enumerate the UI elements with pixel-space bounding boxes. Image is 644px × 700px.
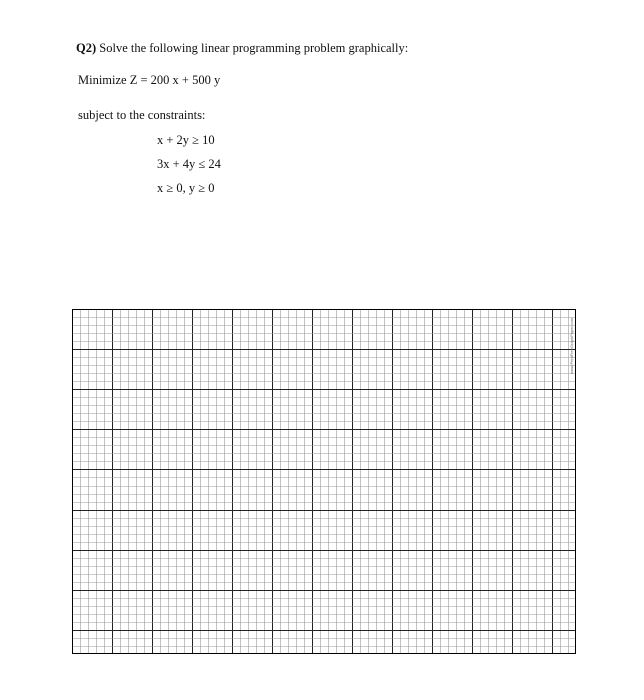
graph-paper bbox=[72, 309, 576, 654]
constraint-2: 3x + 4y ≤ 24 bbox=[157, 157, 221, 171]
constraint-3: x ≥ 0, y ≥ 0 bbox=[157, 181, 215, 195]
question-title bbox=[76, 41, 408, 55]
graph-paper-watermark: www.PrintFreeGraphPaper.com bbox=[569, 317, 574, 374]
question-number: Q2) bbox=[76, 41, 97, 55]
question-prompt: Solve the following linear programming problem graphically: bbox=[99, 41, 409, 55]
graph-border bbox=[73, 310, 576, 654]
constraint-1: x + 2y ≥ 10 bbox=[157, 133, 215, 147]
constraints-intro: subject to the constraints: bbox=[78, 108, 206, 122]
objective-function: Minimize Z = 200 x + 500 y bbox=[78, 73, 221, 87]
